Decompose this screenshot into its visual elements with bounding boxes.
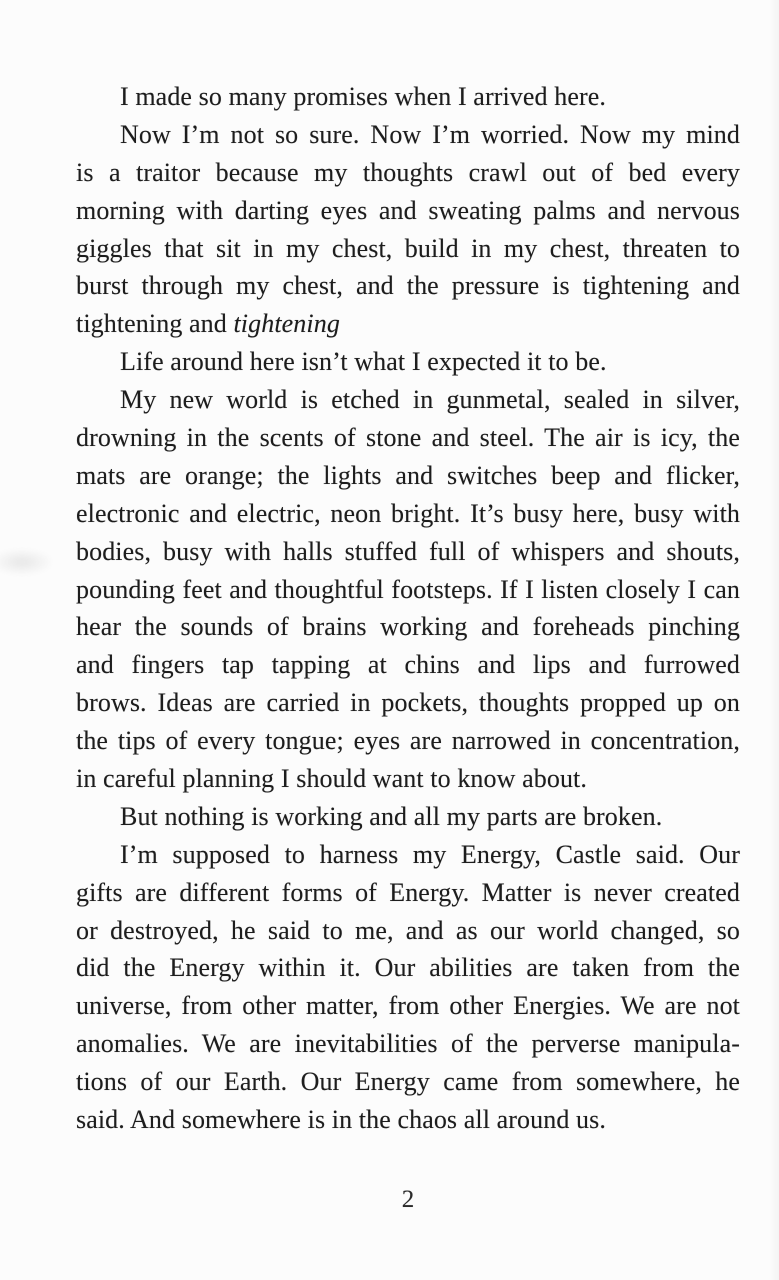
line-text: But nothing is working and all my parts are broken. [120,801,663,831]
line-text: pounding feet and thoughtful footsteps. If I listen closely I can [76,574,740,604]
paragraph [76,381,740,798]
line-text: Life around here isn’t what I expected it to be. [120,347,607,377]
text-line [76,78,740,116]
paragraph [76,798,740,836]
line-text: is a traitor because my thoughts crawl out of bed every [76,157,740,187]
line-text: I’m supposed to harness my Energy, Castle said. Our [120,839,740,869]
text-line [76,571,740,609]
text-line [76,912,740,950]
line-text: giggles that sit in my chest, build in my chest, threaten to [76,233,740,263]
text-line [76,798,740,836]
line-text: did the Energy within it. Our abilities are taken from the [76,953,740,983]
text-line [76,457,740,495]
text-line [76,533,740,571]
page-number: 2 [401,1186,415,1213]
text-line [76,874,740,912]
text-line [76,419,740,457]
line-text: tions of our Earth. Our Energy came from somewhere, he [76,1067,740,1097]
line-text: burst through my chest, and the pressure is tightening and [76,271,740,301]
line-text: I made so many promises when I arrived here. [120,82,606,111]
line-text: and fingers tap tapping at chins and lips and furrowed [76,650,740,680]
text-line [76,987,740,1025]
text-line [76,760,740,798]
paragraph [76,836,740,1139]
line-text: My new world is etched in gunmetal, sealed in silver, [120,385,740,415]
scan-smudge-artifact [0,548,54,576]
text-line [76,836,740,874]
paragraph [76,78,740,116]
line-text: the tips of every tongue; eyes are narrowed in concentration, [76,726,740,756]
line-text: morning with darting eyes and sweating palms and nervous [76,195,740,225]
line-text: hear the sounds of brains working and foreheads pinching [76,612,740,642]
line-text: or destroyed, he said to me, and as our world changed, so [76,915,740,945]
line-text: tightening and [76,309,234,339]
line-text: said. And somewhere is in the chaos all around us. [76,1105,606,1135]
body-text-block [76,78,740,1139]
line-text: mats are orange; the lights and switches beep and flicker, [76,460,740,490]
text-line [76,305,740,343]
paragraph [76,116,740,343]
paragraph [76,343,740,381]
text-line [76,1063,740,1101]
text-line [76,192,740,230]
text-line [76,608,740,646]
text-line [76,343,740,381]
text-line [76,267,740,305]
text-line [76,684,740,722]
text-line [76,949,740,987]
line-text: in careful planning I should want to know about. [76,764,587,794]
text-line [76,646,740,684]
line-text: drowning in the scents of stone and steel. The air is icy, the [76,423,740,453]
text-line [76,495,740,533]
text-line [76,381,740,419]
text-line [76,1025,740,1063]
text-line [76,722,740,760]
text-line [76,154,740,192]
text-line [76,116,740,154]
page-edge-shadow [769,0,779,1280]
line-text: Now I’m not so sure. Now I’m worried. Now my mind [120,119,740,149]
line-text: bodies, busy with halls stuffed full of whispers and shouts, [76,536,740,566]
line-text: universe, from other matter, from other Energies. We are not [76,991,740,1021]
line-text: gifts are different forms of Energy. Matter is never created [76,877,740,907]
line-text: electronic and electric, neon bright. It’s busy here, busy with [76,498,740,528]
text-line [76,230,740,268]
text-line [76,1101,740,1139]
line-text: anomalies. We are inevitabilities of the perverse manipula- [76,1029,740,1059]
line-text: brows. Ideas are carried in pockets, thoughts propped up on [76,688,740,718]
italic-word: tightening [233,309,340,339]
